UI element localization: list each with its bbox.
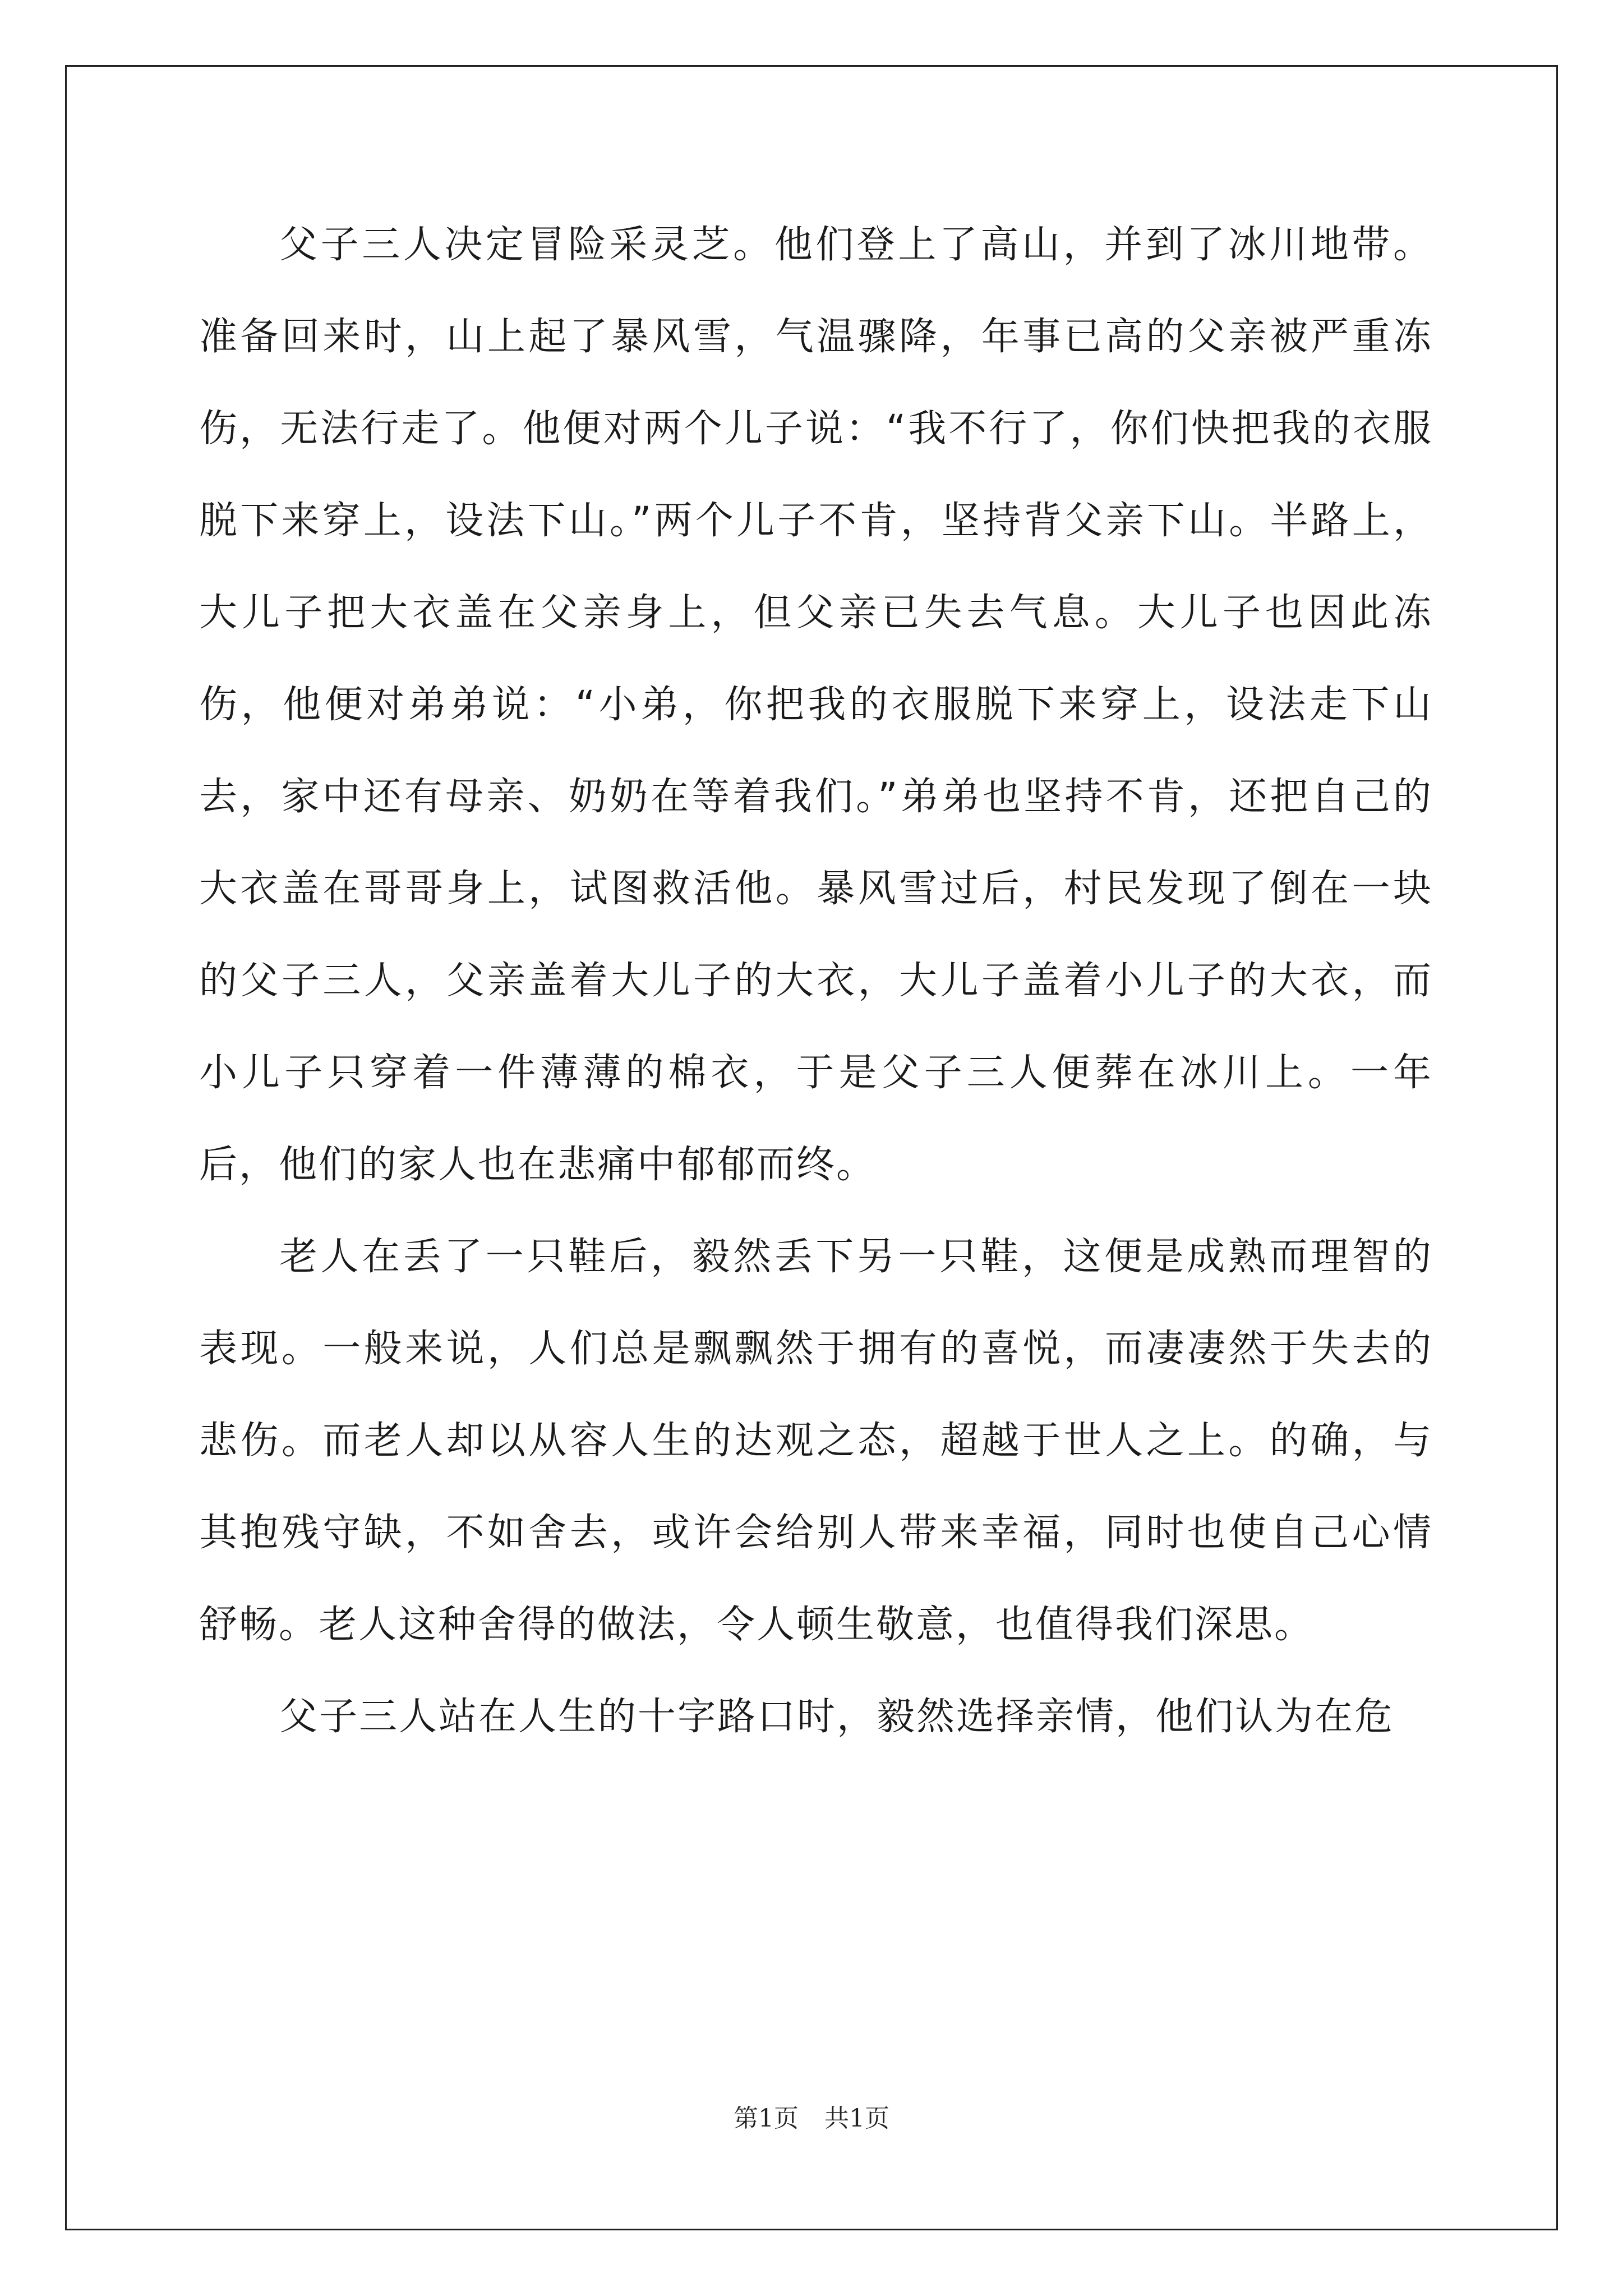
paragraph-2: 老人在丢了一只鞋后，毅然丢下另一只鞋，这便是成熟而理智的表现。一般来说，人们总是飘飘然于拥有的喜悦，而凄凄然于失去的悲伤。而老人却以从容人生的达观之态，超越于世人之上。的确，与其抱残守缺，不如舍去，或许会给别人带来幸福，同时也使自己心情舒畅。老人这种舍得的做法，令人顿生敬意，也值得我们深思。 <box>199 1235 1433 1647</box>
paragraph-1: 父子三人决定冒险采灵芝。他们登上了高山，并到了冰川地带。准备回来时，山上起了暴风雪，气温骤降，年事已高的父亲被严重冻伤，无法行走了。他便对两个儿子说：“我不行了，你们快把我的衣服脱下来穿上，设法下山。”两个儿子不肯，坚持背父亲下山。半路上，大儿子把大衣盖在父亲身上，但父亲已失去气息。大儿子也因此冻伤，他便对弟弟说：“小弟，你把我的衣服脱下来穿上，设法走下山去，家中还有母亲、奶奶在等着我们。”弟弟也坚持不肯，还把自己的大衣盖在哥哥身上，试图救活他。暴风雪过后，村民发现了倒在一块的父子三人，父亲盖着大儿子的大衣，大儿子盖着小儿子的大衣，而小儿子只穿着一件薄薄的棉衣，于是父子三人便葬在冰川上。一年后，他们的家人也在悲痛中郁郁而终。 <box>199 223 1433 1187</box>
page-number-current: 第1页 <box>734 2104 799 2133</box>
page-number-total: 共1页 <box>824 2104 889 2133</box>
document-body <box>199 199 1433 1763</box>
paragraph-3: 父子三人站在人生的十字路口时，毅然选择亲情，他们认为在危 <box>279 1695 1395 1739</box>
page-footer <box>0 2098 1623 2134</box>
